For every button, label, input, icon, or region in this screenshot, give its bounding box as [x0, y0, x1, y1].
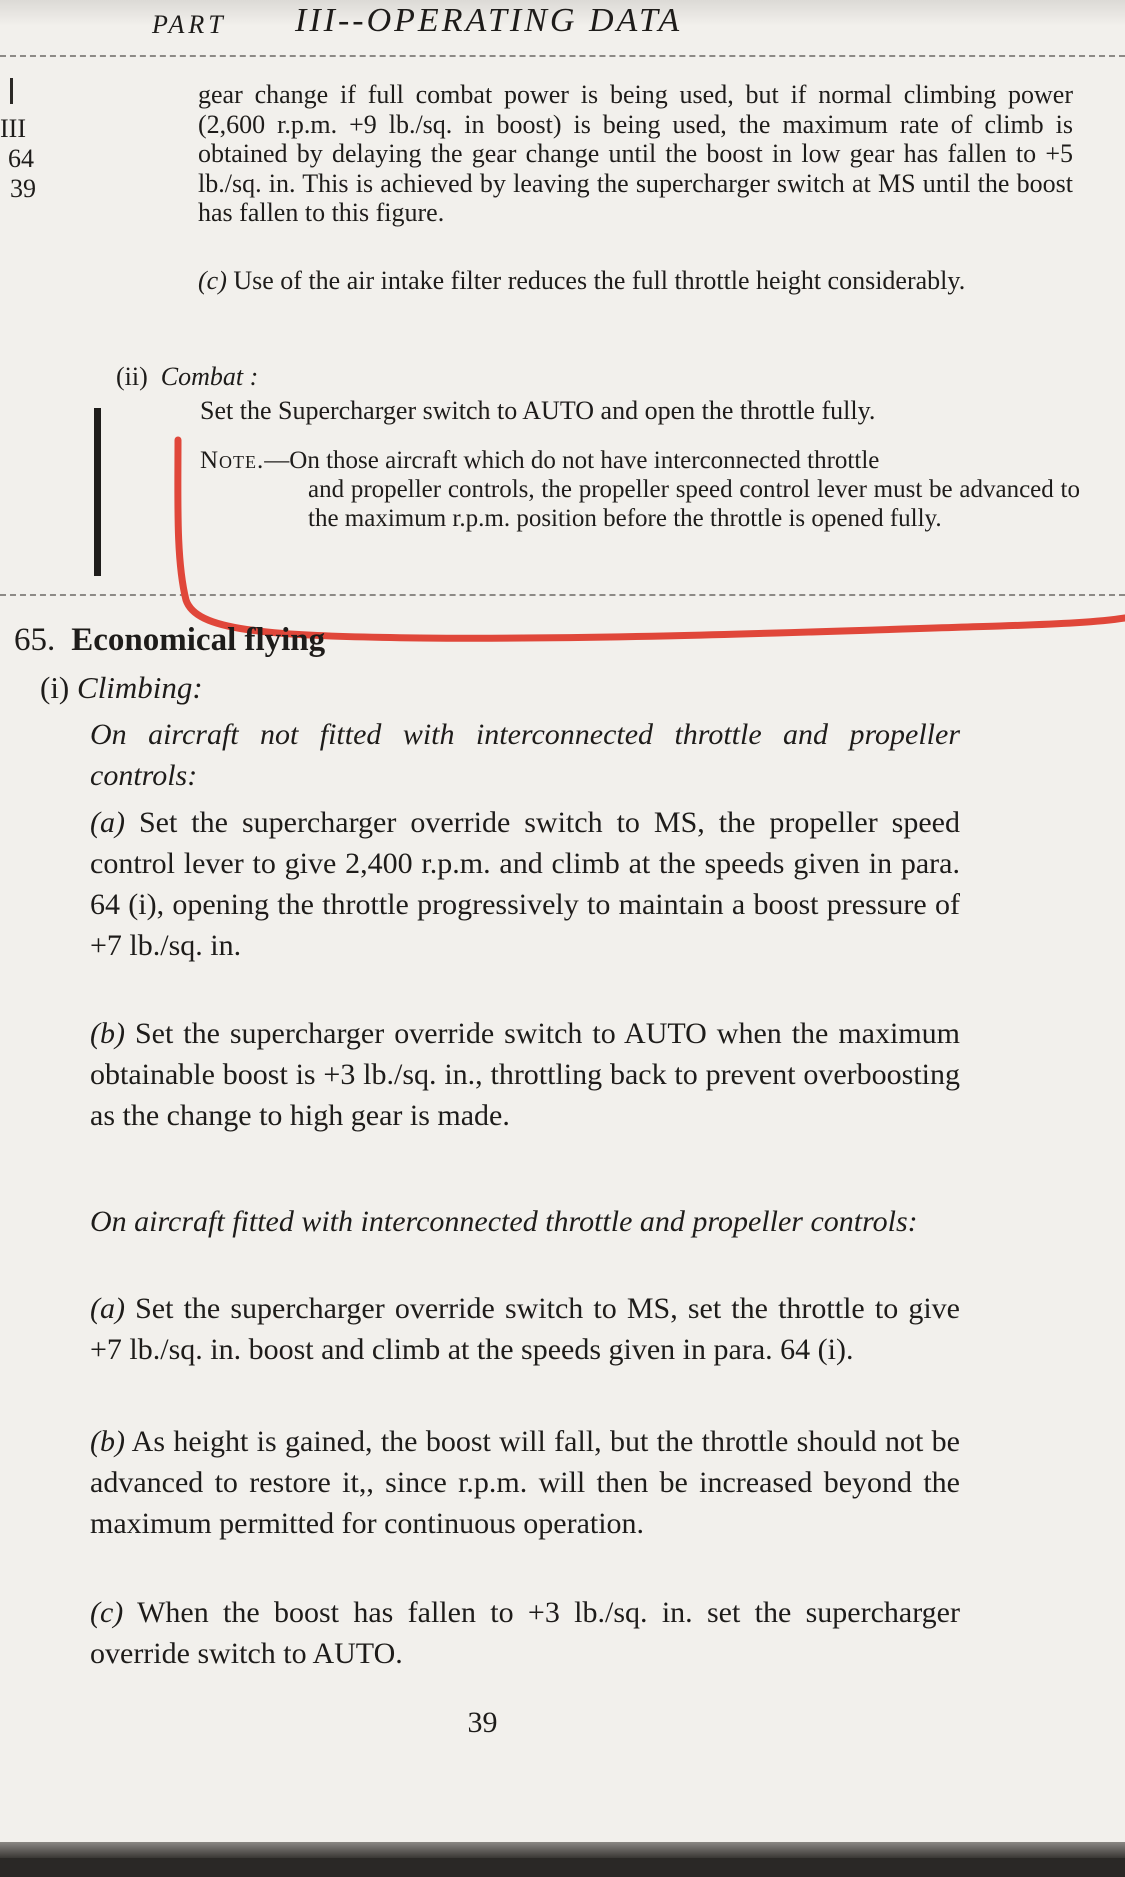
fitted-a-text: Set the supercharger override switch to MS, set the throttle to give +7 lb./sq. in. boost and climb at the speeds given in para. 64 (i). [90, 1292, 960, 1366]
footer-band [0, 1842, 1125, 1858]
section-rule [0, 594, 1125, 596]
header-title: III--OPERATING DATA [295, 2, 683, 39]
note-dash: — [264, 447, 290, 474]
header-rule [0, 55, 1125, 57]
page-number: 39 [467, 1706, 498, 1739]
heading-fitted-text: On aircraft fitted with interconnected throttle and propeller controls: [90, 1205, 918, 1238]
margin-ref-2: 64 [8, 144, 34, 173]
fitted-b-text: As height is gained, the boost will fall, but the throttle should not be advanced to restore it,, since r.p.m. will then be increased beyond the maximum permitted for continuous operation. [90, 1425, 960, 1540]
margin-bar-mark [0, 78, 13, 111]
header-part: PART [152, 10, 227, 39]
heading-not-fitted [90, 714, 960, 796]
climbing-label: Climbing: [77, 670, 203, 705]
change-bar [94, 408, 101, 576]
climbing-number: (i) [40, 670, 70, 705]
not-fitted-item-a [90, 802, 960, 966]
footer-dark-edge [0, 1858, 1125, 1877]
not-fitted-a-text: Set the supercharger override switch to MS, the propeller speed control lever to give 2,400 r.p.m. and climb at the speeds given in para. 64 (i), opening the throttle progressively to maintain a boost pressure of +7 lb./sq. in. [90, 806, 960, 962]
note-first-line: On those aircraft which do not have interconnected throttle [289, 447, 880, 474]
section-title: Economical flying [71, 622, 326, 658]
subheading-label: Combat : [160, 362, 259, 391]
fitted-a-label: (a) [90, 1292, 125, 1325]
subheading-combat [116, 362, 916, 392]
fitted-item-b [90, 1421, 960, 1544]
note-label: Note. [200, 447, 265, 474]
section-number: 65. [14, 622, 56, 658]
section-heading-65 [14, 622, 325, 659]
not-fitted-b-text: Set the supercharger override switch to AUTO when the maximum obtainable boost is +3 lb./sq. in., throttling back to prevent overboosting as the change to high gear is made. [90, 1017, 960, 1132]
not-fitted-b-label: (b) [90, 1017, 125, 1050]
subheading-number: (ii) [116, 362, 148, 391]
label-c: (c) [198, 266, 227, 295]
fitted-c-text: When the boost has fallen to +3 lb./sq. in. set the supercharger override switch to AUTO. [90, 1596, 960, 1670]
margin-ref-1: III [0, 114, 26, 143]
paragraph-air-intake [198, 265, 1073, 296]
combat-instruction: Set the Supercharger switch to AUTO and open the throttle fully. [200, 396, 876, 425]
not-fitted-a-label: (a) [90, 806, 125, 839]
note-block [200, 446, 1080, 533]
not-fitted-item-b [90, 1013, 960, 1136]
paragraph-gear-change: gear change if full combat power is being used, but if normal climbing power (2,600 r.p.m. +9 lb./sq. in boost) is being used, the maximum rate of climb is obtained by delaying the gear change until the boost in low gear has fallen to +5 lb./sq. in. This is achieved by leaving the supercharger switch at MS until the boost has fallen to this figure. [198, 80, 1073, 227]
margin-ref-3: 39 [10, 174, 36, 203]
paragraph-air-intake-text: Use of the air intake filter reduces the full throttle height considerably. [226, 266, 966, 295]
heading-fitted [90, 1201, 960, 1242]
fitted-item-c [90, 1592, 960, 1674]
note-rest: and propeller controls, the propeller speed control lever must be advanced to the maximum r.p.m. position before the throttle is opened fully. [308, 476, 1080, 532]
heading-not-fitted-text: On aircraft not fitted with interconnected throttle and propeller controls: [90, 718, 960, 792]
fitted-b-label: (b) [90, 1425, 125, 1458]
fitted-item-a [90, 1288, 960, 1370]
fitted-c-label: (c) [90, 1596, 124, 1629]
subheading-climbing [40, 670, 203, 706]
